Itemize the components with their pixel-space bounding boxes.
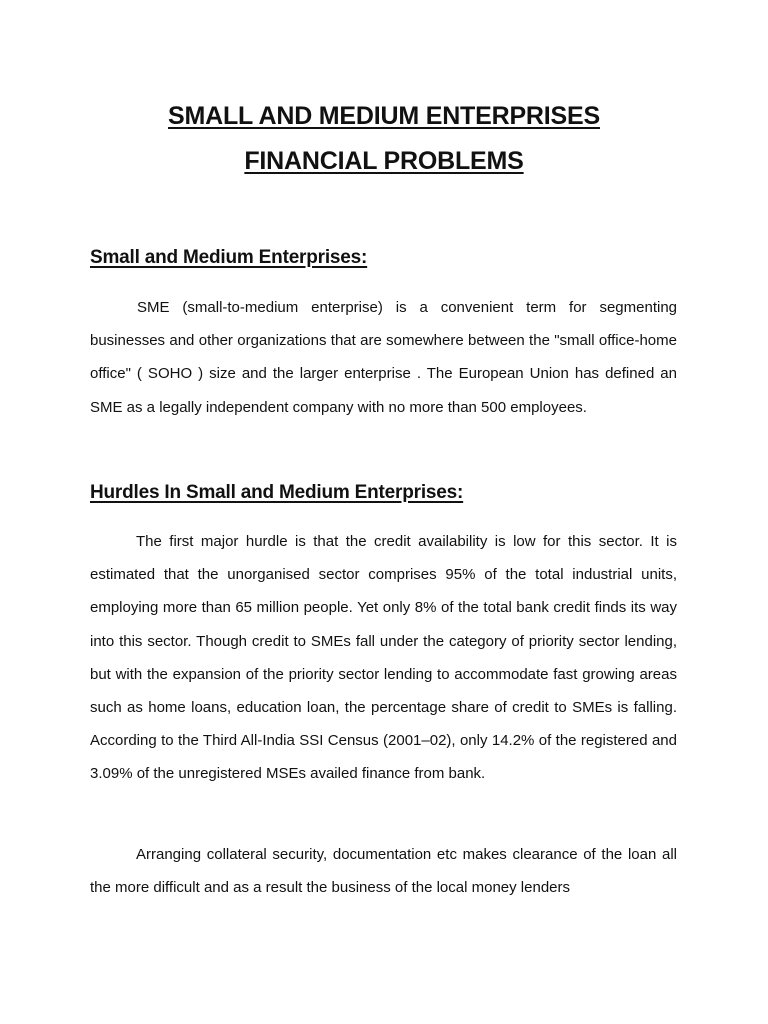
document-title-line-2 [0,146,768,176]
paragraph-sme-definition: SME (small-to-medium enterprise) is a convenient term for segmenting businesses and other organizations that are somewhere between the "small office-home office" ( SOHO ) size and the larger enterprise . The European Union has defined an SME as a legally independent company with no more than 500 employees. [90,299,677,416]
section-heading-sme [90,246,367,270]
section-heading-hurdles-text: Hurdles In Small and Medium Enterprises: [90,482,464,503]
section-heading-hurdles [90,481,463,505]
paragraph-credit-hurdle: The first major hurdle is that the credit availability is low for this sector. It is estimated that the unorganised sector comprises 95% of the total industrial units, employing more than 65 million people. Yet only 8% of the total bank credit finds its way into this sector. Though credit to SMEs fall under the category of priority sector lending, but with the expansion of the priority sector lending to accommodate fast growing areas such as home loans, education loan, the percentage share of credit to SMEs is falling. According to the Third All-India SSI Census (2001–02), only 14.2% of the registered and 3.09% of the unregistered MSEs availed finance from bank. [90,533,677,783]
paragraph-collateral-security: Arranging collateral security, documentation etc makes clearance of the loan all the more difficult and as a result the business of the local money lenders [90,846,677,897]
title-text-2: FINANCIAL PROBLEMS [244,147,524,175]
title-text-1: SMALL AND MEDIUM ENTERPRISES [168,102,600,130]
section-heading-sme-text: Small and Medium Enterprises: [90,247,368,268]
document-title-line-1 [0,101,768,131]
